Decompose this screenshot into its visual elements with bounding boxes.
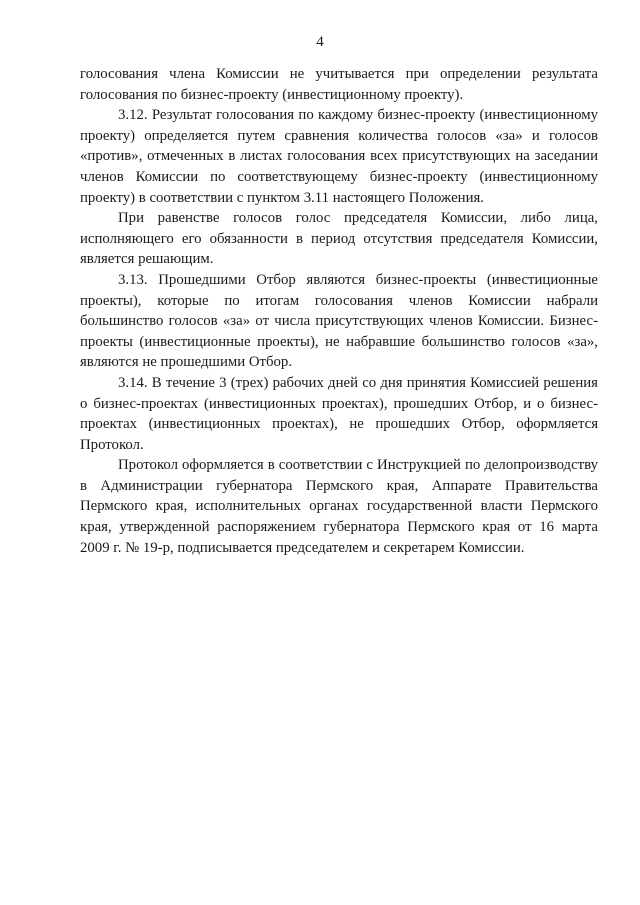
page-number: 4: [316, 34, 324, 50]
paragraph-protocol: Протокол оформляется в соответствии с Инструкцией по делопроизводству в Администрации губернатора Пермского края, Аппарате Правительства Пермского края, исполнительных органах государственной власти Пермского края, утвержденной распоряжением губернатора Пермского края от 16 марта 2009 г. № 19-р, подписывается председателем и секретарем Комиссии.: [80, 457, 598, 556]
paragraph-3-14: 3.14. В течение 3 (трех) рабочих дней со дня принятия Комиссией решения о бизнес-проектах (инвестиционных проектах), прошедших Отбор, и о бизнес-проектах (инвестиционных проектах), не прошедших Отбор, оформляется Протокол.: [80, 374, 598, 453]
paragraph-3-12: 3.12. Результат голосования по каждому бизнес-проекту (инвестиционному проекту) определяется путем сравнения количества голосов «за» и голосов «против», отмеченных в листах голосования всех присутствующих на заседании членов Комиссии по соответствующему бизнес-проекту (инвестиционному проекту) в соответствии с пунктом 3.11 настоящего Положения.: [80, 107, 598, 206]
paragraph-3-13: 3.13. Прошедшими Отбор являются бизнес-проекты (инвестиционные проекты), которые по итогам голосования членов Комиссии набрали большинство голосов «за» от числа присутствующих членов Комиссии. Бизнес-проекты (инвестиционные проекты), не набравшие большинство голосов «за», являются не прошедшими Отбор.: [80, 271, 598, 371]
document-body: [80, 64, 598, 558]
paragraph-tie-vote: При равенстве голосов голос председателя Комиссии, либо лица, исполняющего его обязанности в период отсутствия председателя Комиссии, является решающим.: [80, 210, 598, 268]
paragraph-continuation: голосования члена Комиссии не учитывается при определении результата голосования по бизнес-проекту (инвестиционному проекту).: [80, 66, 598, 103]
